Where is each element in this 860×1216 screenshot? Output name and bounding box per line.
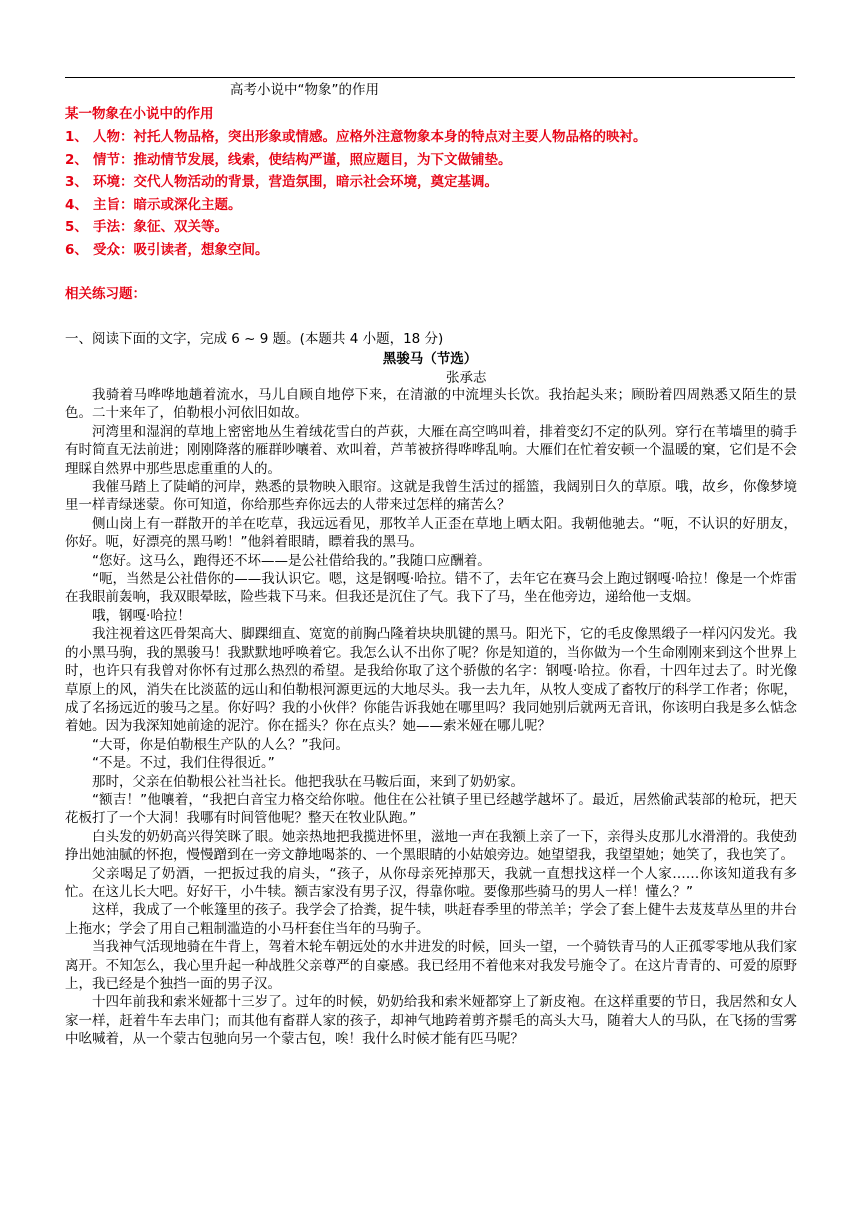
role-item: [65, 171, 647, 194]
role-item: [65, 126, 647, 149]
role-text: 手法：象征、双关等。: [93, 219, 228, 235]
role-number: 4、: [65, 196, 88, 213]
role-number: 2、: [65, 151, 88, 168]
story-body: [65, 386, 797, 1049]
role-text: 人物：衬托人物品格，突出形象或情感。应格外注意物象本身的特点对主要人物品格的映衬。: [93, 129, 647, 145]
role-number: 6、: [65, 241, 88, 258]
story-paragraph: 河湾里和湿润的草地上密密地丛生着绒花雪白的芦荻，大雁在高空鸣叫着，排着变幻不定的队列。穿行在苇墙里的骑手有时简直无法前进；刚刚降落的雁群吵嚷着、欢叫着，芦苇被挤得哗哗乱响。大雁们在忙着安顿一个温暖的窠，它们是不会理睬自然界中那些思虑重重的人的。: [65, 423, 797, 477]
header-rule: [65, 77, 795, 78]
roles-heading: 某一物象在小说中的作用: [65, 106, 214, 122]
role-item: [65, 216, 647, 239]
story-paragraph: “大哥，你是伯勒根生产队的人么？”我问。: [92, 736, 349, 753]
question-instruction: 一、阅读下面的文字，完成 6 ~ 9 题。(本题共 4 小题，18 分): [65, 331, 444, 347]
role-text: 环境：交代人物活动的背景，营造氛围，暗示社会环境，奠定基调。: [93, 174, 498, 190]
role-item: [65, 194, 647, 217]
role-text: 受众：吸引读者，想象空间。: [93, 241, 269, 258]
role-text: 主旨：暗示或深化主题。: [93, 196, 242, 213]
role-item: [65, 149, 647, 172]
role-text: 情节：推动情节发展，线索，使结构严谨，照应题目，为下文做铺垫。: [93, 151, 512, 168]
story-paragraph: 那时，父亲在伯勒根公社当社长。他把我驮在马鞍后面，来到了奶奶家。: [92, 773, 524, 790]
roles-list: [65, 126, 647, 261]
role-number: 5、: [65, 219, 88, 235]
story-author: 张承志: [446, 370, 487, 386]
role-number: 3、: [65, 174, 88, 190]
story-paragraph: 侧山岗上有一群散开的羊在吃草，我远远看见，那牧羊人正歪在草地上晒太阳。我朝他驰去。“呃，不认识的好朋友，你好。呃，好漂亮的黑马哟！”他斜着眼睛，瞟着我的黑马。: [65, 515, 797, 551]
story-paragraph: “不是。不过，我们住得很近。”: [92, 755, 275, 772]
story-paragraph: 当我神气活现地骑在牛背上，驾着木轮车朝远处的水井进发的时候，回头一望，一个骑铁青马的人正孤零零地从我们家离开。不知怎么，我心里升起一种战胜父亲尊严的自豪感。我已经用不着他来对我发号施令了。在这片青青的、可爱的原野上，我已经是个独挡一面的男子汉。: [65, 939, 797, 992]
document-title: 高考小说中“物象”的作用: [230, 82, 379, 98]
story-paragraph: “额吉！”他嚷着，“我把白音宝力格交给你啦。他住在公社镇子里已经越学越坏了。最近，居然偷武装部的枪玩，把天花板打了一个大洞！我哪有时间管他呢？整天在牧业队跑。”: [65, 791, 797, 827]
story-title: 黑骏马（节选）: [382, 351, 478, 367]
story-paragraph: “您好。这马么，跑得还不坏——是公社借给我的。”我随口应酬着。: [92, 552, 491, 569]
story-paragraph: 白头发的奶奶高兴得笑眯了眼。她亲热地把我揽进怀里，滋地一声在我额上亲了一下，亲得头皮那儿水滑滑的。我使劲挣出她油腻的怀抱，慢慢蹭到在一旁文静地喝茶的、一个黑眼睛的小姑娘旁边。她望望我，我望望她；她笑了，我也笑了。: [65, 828, 797, 864]
story-paragraph: “呃，当然是公社借你的——我认识它。嗯，这是钢嘎·哈拉。错不了，去年它在赛马会上跑过钢嘎·哈拉！像是一个炸雷在我眼前轰响，我双眼晕眩，险些栽下马来。但我还是沉住了气。我下了马，坐在他旁边，递给他一支烟。: [65, 571, 797, 606]
role-number: 1、: [65, 129, 88, 145]
role-item: [65, 239, 647, 262]
practice-heading: 相关练习题：: [65, 286, 146, 302]
story-paragraph: 这样，我成了一个帐篷里的孩子。我学会了拾粪，捉牛犊，哄赶春季里的带羔羊；学会了套上健牛去芨芨草丛里的井台上拖水；学会了用自己粗制滥造的小马杆套住当年的马驹子。: [65, 902, 797, 937]
story-paragraph: 我骑着马哗哗地趟着流水，马儿自顾自地停下来，在清澈的中流埋头长饮。我抬起头来；顾盼着四周熟悉又陌生的景色。二十来年了，伯勒根小河依旧如故。: [65, 387, 797, 422]
story-paragraph: 十四年前我和索米娅都十三岁了。过年的时候，奶奶给我和索米娅都穿上了新皮袍。在这样重要的节日，我居然和女人家一样，赶着牛车去串门；而其他有畜群人家的孩子，却神气地跨着剪齐鬃毛的高头大马，随着大人的马队，在飞扬的雪雾中吆喊着，从一个蒙古包驰向另一个蒙古包，唉！我什么时候才能有匹马呢？: [65, 994, 797, 1048]
story-paragraph: 父亲喝足了奶酒，一把扳过我的肩头，“孩子，从你母亲死掉那天，我就一直想找这样一个人家……你该知道我有多忙。在这儿长大吧。好好干，小牛犊。额吉家没有男子汉，得靠你啦。要像那些骑马的男人一样！懂么？”: [65, 865, 797, 900]
story-paragraph: 我注视着这匹骨架高大、脚踝细直、宽宽的前胸凸隆着块块肌键的黑马。阳光下，它的毛皮像黑缎子一样闪闪发光。我的小黑马驹，我的黑骏马！我默默地呼唤着它。我怎么认不出你了呢？你是知道的，当你做为一个生命刚刚来到这个世界上时，也许只有我曾对你怀有过那么热烈的希望。是我给你取了这个骄傲的名字：钢嘎·哈拉。你看，十四年过去了。时光像草原上的风，消失在比淡蓝的远山和伯勒根河源更远的大地尽头。我一去九年，从牧人变成了畜牧厅的科学工作者；你呢，成了名扬远近的骏马之星。你好吗？我的小伙伴？你能告诉我她在哪里吗？我同她别后就两无音讯，你该明白我是多么惦念着她。因为我深知她前途的泥泞。你在摇头？你在点头？她——索米娅在哪儿呢？: [65, 626, 797, 735]
story-paragraph: 我催马踏上了陡峭的河岸，熟悉的景物映入眼帘。这就是我曾生活过的摇篮，我阔别日久的草原。哦，故乡，你像梦境里一样青绿迷蒙。你可知道，你给那些弃你远去的人带来过怎样的痛苦么？: [65, 479, 797, 514]
story-paragraph: 哦，钢嘎·哈拉！: [92, 607, 191, 624]
